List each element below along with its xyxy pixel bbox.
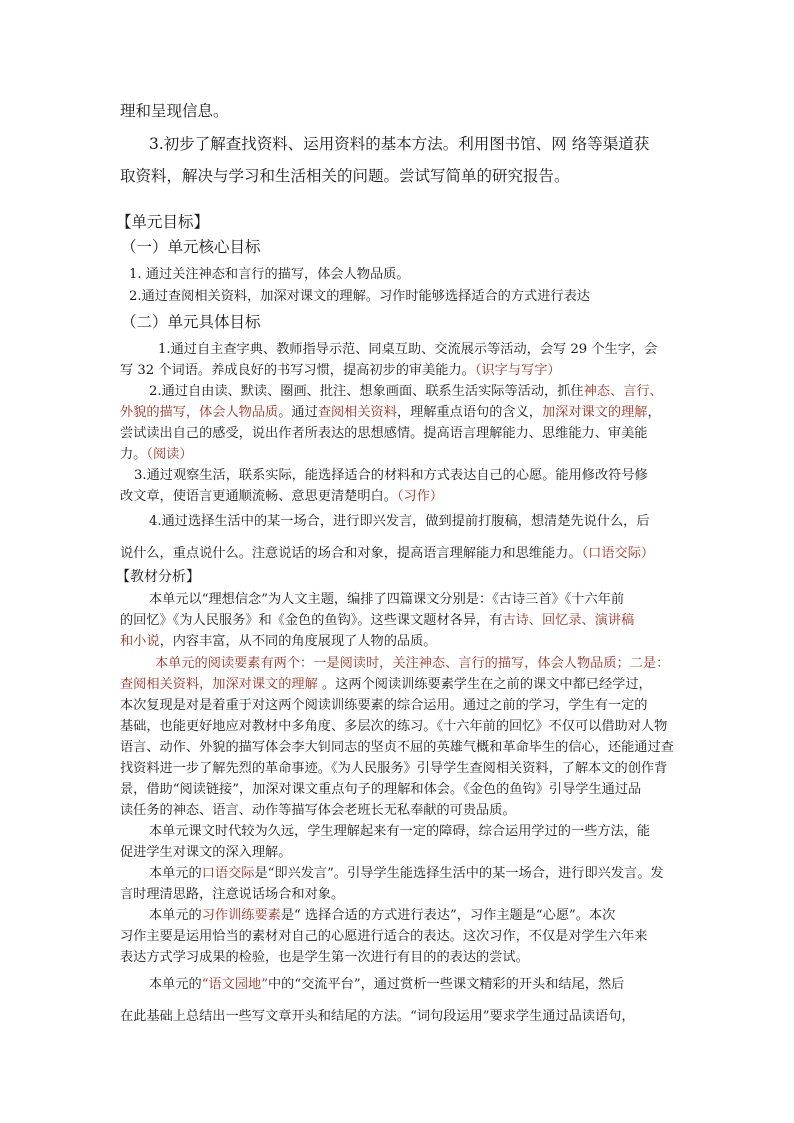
analysis-line: 表达方式学习成果的检验，也是学生第一次进行有目的的表达的尝试。 [120, 950, 529, 965]
goal-tag: （阅读） [146, 447, 193, 462]
analysis-line: 言时理清思路，注意说话场合和对象。 [120, 887, 345, 902]
specific-goal-line: 1.通过自主查字典、教师指导示范、同桌互助、交流展示等活动，会写 29 个生字，会 [158, 342, 658, 357]
analysis-line: 查阅相关资料，加深对课文的理解 。这两个阅读训练要素学生在之前的课文中都已经学过， [120, 677, 652, 692]
section-heading-analysis: 【教材分析】 [116, 569, 200, 585]
specific-goal-line: 写 32 个词语。养成良好的书写习惯，提高初步的审美能力。（识字与写字） [120, 363, 561, 378]
intro-line: 3.初步了解查找资料、运用资料的基本方法。利用图书馆、网 络等渠道获 [149, 135, 650, 153]
specific-goal-line: 4.通过选择生活中的某一场合，进行即兴发言，做到提前打腹稿，想清楚先说什么，后 [149, 514, 650, 529]
goal-tag: （口语交际） [581, 546, 655, 561]
analysis-line: 的回忆》《为人民服务》和《金色的鱼钩》。这些课文题材各异，有古诗、回忆录、演讲稿 [120, 613, 635, 628]
analysis-line: 本单元的口语交际是“即兴发言”。引导学生能选择生活中的某一场合，进行即兴发言。发 [149, 866, 664, 881]
core-goal-item: 1. 通过关注神态和言行的描写，体会人物品质。 [129, 267, 410, 282]
analysis-line: 本单元的习作训练要素是“ 选择合适的方式进行表达”，习作主题是“心愿”。本次 [149, 908, 616, 923]
goal-tag: （识字与写字） [474, 363, 561, 378]
specific-goal-line: 2.通过自由读、默读、圈画、批注、想象画面、联系生活实际等活动，抓住神态、言行、 [149, 384, 663, 399]
analysis-line: 本次复现是对是着重于对这两个阅读训练要素的综合运用。通过之前的学习，学生有一定的 [120, 698, 648, 713]
specific-goal-line: 力。（阅读） [120, 447, 193, 462]
section-heading-goals: 【单元目标】 [116, 213, 210, 231]
analysis-line: 基础，也能更好地应对教材中多角度、多层次的练习。《十六年前的回忆》不仅可以借助对人物 [120, 719, 668, 734]
analysis-line: 和小说，内容丰富，从不同的角度展现了人物的品质。 [120, 634, 437, 649]
analysis-line: 本单元以“理想信念”为人文主题，编排了四篇课文分别是：《古诗三首》《十六年前 [149, 592, 625, 607]
core-goal-item: 2.通过查阅相关资料，加深对课文的理解。习作时能够选择适合的方式进行表达 [129, 289, 590, 304]
analysis-line: 习作主要是运用恰当的素材对自己的心愿进行适合的表达。这次习作，不仅是对学生六年来 [120, 929, 648, 944]
analysis-line: 景，借助“阅读链接”，加深对课文重点句子的理解和体会。《金色的鱼钩》引导学生通过品 [120, 782, 642, 797]
analysis-line: 本单元的阅读要素有两个：一是阅读时，关注神态、言行的描写，体会人物品质；二是： [155, 656, 670, 671]
intro-line: 理和呈现信息。 [120, 102, 229, 120]
analysis-line: 在此基础上总结出一些写文章开头和结尾的方法。“词句段运用”要求学生通过品读语句， [120, 1009, 635, 1024]
subheading-specific-goals: （二）单元具体目标 [121, 313, 261, 331]
analysis-line: 读任务的神态、语言、动作等描写体会老班长无私奉献的可贵品质。 [120, 803, 516, 818]
subheading-core-goals: （一）单元核心目标 [121, 238, 261, 256]
intro-line: 取资料，解决与学习和生活相关的问题。尝试写简单的研究报告。 [120, 167, 570, 185]
analysis-line: 找资料进一步了解先烈的革命事迹。《为人民服务》引导学生查阅相关资料，了解本文的创作背 [120, 761, 668, 776]
specific-goal-line: 3.通过观察生活，联系实际，能选择适合的材料和方式表达自己的心愿。能用修改符号修 [134, 468, 648, 483]
goal-tag: （习作） [396, 489, 444, 504]
specific-goal-line: 外貌的描写，体会人物品质。通过查阅相关资料，理解重点语句的含义，加深对课文的理解， [120, 405, 661, 420]
analysis-line: 促进学生对课文的深入理解。 [120, 845, 292, 860]
specific-goal-line: 尝试读出自己的感受，说出作者所表达的思想感情。提高语言理解能力、思维能力、审美能 [120, 426, 648, 441]
analysis-line: 语言、动作、外貌的描写体会李大钊同志的坚贞不屈的英雄气概和革命毕生的信心，还能通过查 [120, 740, 674, 755]
analysis-line: 本单元的“语文园地”中的“交流平台”，通过赏析一些课文精彩的开头和结尾，然后 [149, 977, 625, 992]
specific-goal-line: 说什么，重点说什么。注意说话的场合和对象，提高语言理解能力和思维能力。（口语交际） [120, 546, 655, 561]
specific-goal-line: 改文章，使语言更通顺流畅、意思更清楚明白。（习作） [120, 489, 444, 504]
analysis-line: 本单元课文时代较为久远，学生理解起来有一定的障碍，综合运用学过的一些方法，能 [149, 824, 651, 839]
